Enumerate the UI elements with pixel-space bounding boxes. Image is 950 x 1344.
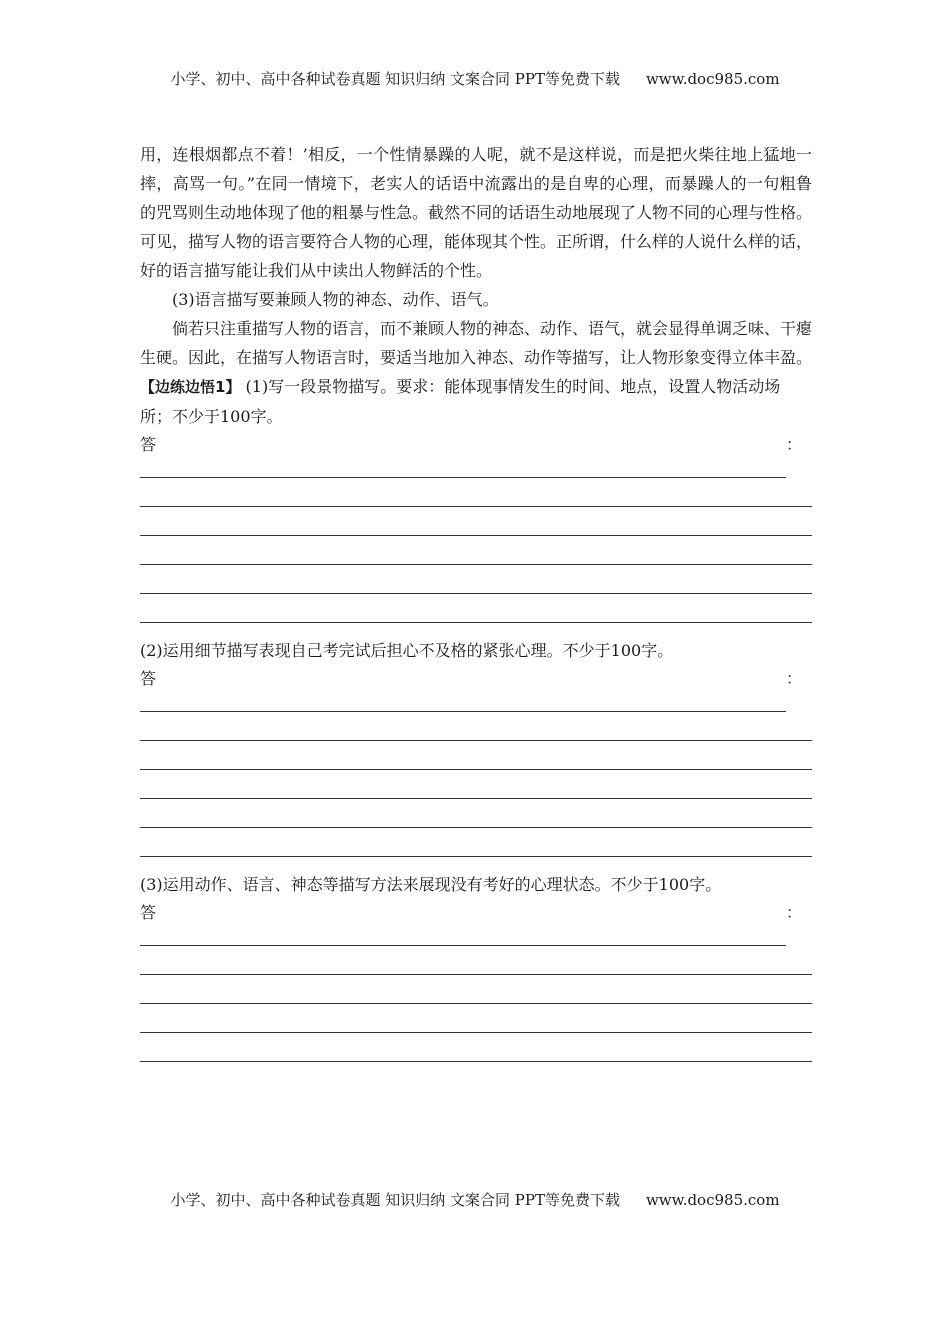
header-site: www.doc985.com — [645, 70, 780, 88]
answer-2-area[interactable] — [140, 711, 812, 857]
answer-line — [140, 798, 812, 799]
answer-1-label-row — [140, 431, 812, 459]
answer-label: 答 — [140, 903, 157, 922]
answer-line — [140, 1032, 812, 1033]
practice-label: 【边练边悟1】 — [140, 378, 241, 396]
page-header — [0, 69, 950, 89]
paragraph-point-3: 倘若只注重描写人物的语言，而不兼顾人物的神态、动作、语气，就会显得单调乏味、干瘪生硬。因此，在描写人物语言时，要适当地加入神态、动作等描写，让人物形象变得立体丰盈。 — [140, 319, 813, 367]
answer-1-area[interactable] — [140, 477, 812, 623]
question-2: (2)运用细节描写表现自己考完试后担心不及格的紧张心理。不少于100字。 — [140, 641, 674, 660]
footer-text: 小学、初中、高中各种试卷真题 知识归纳 文案合同 PPT等免费下载 — [170, 1191, 620, 1209]
answer-line — [140, 769, 812, 770]
answer-2-label-row — [140, 665, 812, 693]
practice-q1 — [140, 372, 812, 431]
question-3: (3)运用动作、语言、神态等描写方法来展现没有考好的心理状态。不少于100字。 — [140, 875, 722, 894]
page-content — [140, 140, 812, 1062]
answer-line — [140, 1003, 812, 1004]
answer-3-area[interactable] — [140, 945, 812, 1062]
page-footer — [0, 1190, 950, 1210]
answer-colon: ： — [785, 903, 802, 922]
point-3-heading: (3)语言描写要兼顾人物的神态、动作、语气。 — [172, 290, 499, 309]
answer-line — [140, 593, 812, 594]
paragraph-continuation: 用，连根烟都点不着！’相反，一个性情暴躁的人呢，就不是这样说，而是把火柴往地上猛地一摔，高骂一句。”在同一情境下，老实人的话语中流露出的是自卑的心理，而暴躁人的一句粗鲁的咒骂则生动地体现了他的粗暴与性急。截然不同的话语生动地展现了人物不同的心理与性格。可见，描写人物的语言要符合人物的心理，能体现其个性。正所谓，什么样的人说什么样的话，好的语言描写能让我们从中读出人物鲜活的个性。 — [140, 145, 813, 280]
answer-line — [140, 535, 812, 536]
answer-label: 答 — [140, 669, 157, 688]
answer-label: 答 — [140, 435, 157, 454]
header-text: 小学、初中、高中各种试卷真题 知识归纳 文案合同 PPT等免费下载 — [170, 70, 620, 88]
answer-line — [140, 711, 786, 712]
answer-colon: ： — [785, 669, 802, 688]
answer-line — [140, 945, 786, 946]
answer-line — [140, 564, 812, 565]
answer-line — [140, 827, 812, 828]
question-1-text: (1)写一段景物描写。要求：能体现事情发生的时间、地点，设置人物活动场所；不少于100字。 — [140, 377, 781, 426]
answer-line — [140, 477, 786, 478]
answer-line — [140, 1061, 812, 1062]
answer-colon: ： — [785, 435, 802, 454]
footer-site: www.doc985.com — [645, 1191, 780, 1209]
answer-3-label-row — [140, 899, 812, 927]
answer-line — [140, 740, 812, 741]
answer-line — [140, 506, 812, 507]
answer-line — [140, 974, 812, 975]
